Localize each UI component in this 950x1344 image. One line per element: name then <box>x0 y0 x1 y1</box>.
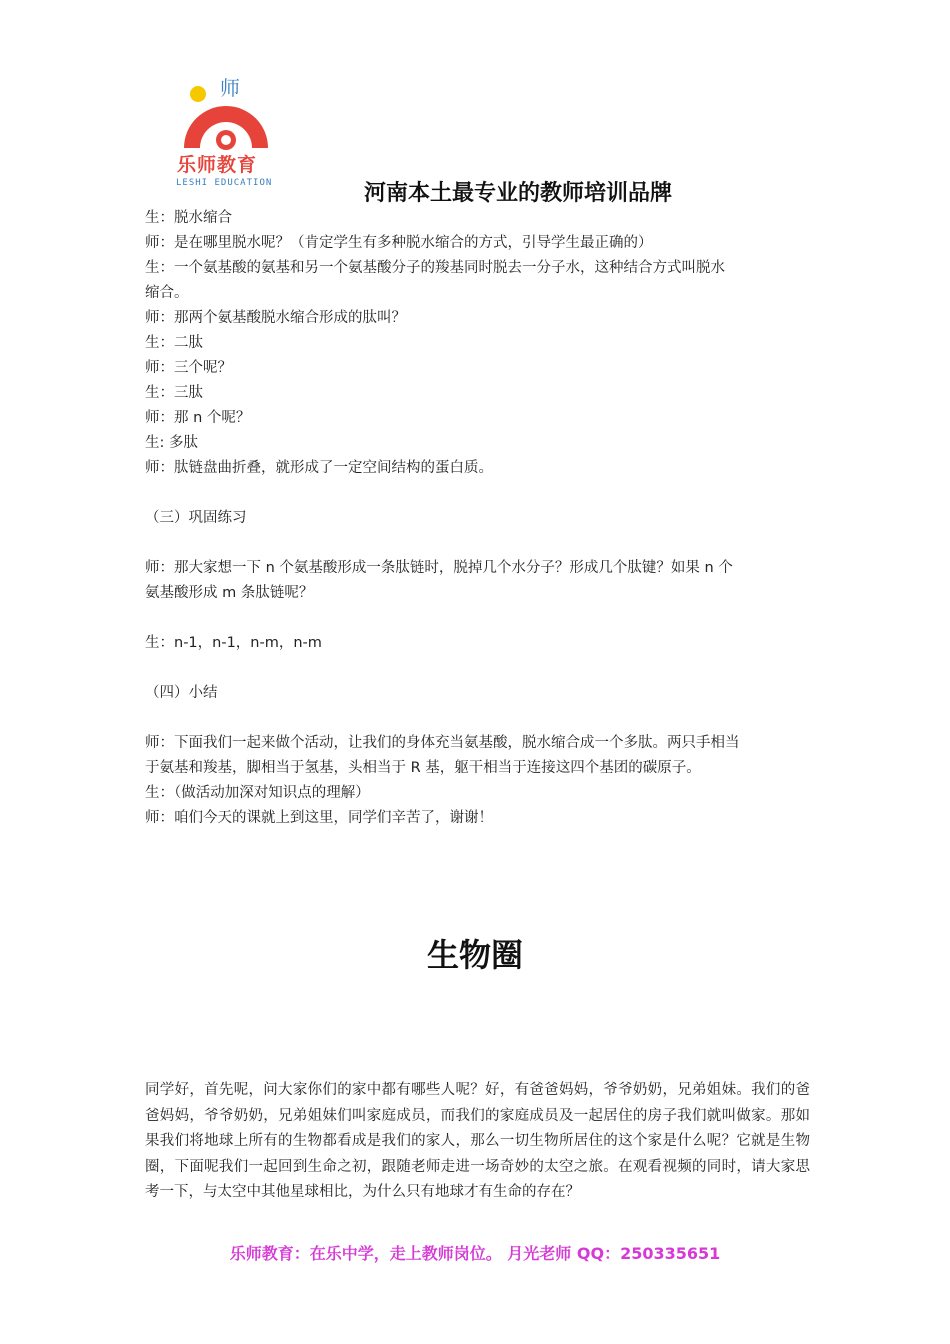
dialogue-line: 生: 多肽 <box>145 435 198 451</box>
lesson-dialogue <box>145 206 810 831</box>
dialogue-line: 生：脱水缩合 <box>145 210 232 226</box>
section4-line: 生：（做活动加深对知识点的理解） <box>145 785 370 801</box>
logo-english-text: LESHI EDUCATION <box>176 178 273 188</box>
dialogue-line: 师：三个呢？ <box>145 360 232 376</box>
logo-arch-icon <box>180 98 272 150</box>
section4-line: 于氨基和羧基，脚相当于氢基，头相当于 R 基，躯干相当于连接这四个基团的碳原子。 <box>145 760 701 776</box>
dialogue-line: 师：那 n 个呢？ <box>145 410 251 426</box>
dialogue-line: 生：二肽 <box>145 335 203 351</box>
section3-line: 师：那大家想一下 n 个氨基酸形成一条肽链时，脱掉几个水分子？形成几个肽键？如果 n 个 <box>145 560 733 576</box>
section-title: 生物圈 <box>426 936 523 974</box>
section4-line: 师：下面我们一起来做个活动，让我们的身体充当氨基酸，脱水缩合成一个多肽。两只手相当 <box>145 735 740 751</box>
dialogue-line: 师：是在哪里脱水呢？（肯定学生有多种脱水缩合的方式，引导学生最正确的） <box>145 235 653 251</box>
dialogue-line: 生：三肽 <box>145 385 203 401</box>
logo-chinese-text: 乐师教育 <box>177 154 258 176</box>
section4-line: 师：咱们今天的课就上到这里，同学们辛苦了，谢谢！ <box>145 810 493 826</box>
dialogue-line: 师：那两个氨基酸脱水缩合形成的肽叫？ <box>145 310 406 326</box>
footer-text: 乐师教育：在乐中学，走上教师岗位。 月光老师 QQ：250335651 <box>229 1244 721 1263</box>
section4-heading: （四）小结 <box>145 685 218 701</box>
section3-line: 氨基酸形成 m 条肽链呢？ <box>145 585 314 601</box>
section3-heading: （三）巩固练习 <box>145 510 247 526</box>
logo-top-char: 师 <box>220 76 240 100</box>
brand-logo <box>172 72 280 197</box>
intro-paragraph: 同学好，首先呢，问大家你们的家中都有哪些人呢？好，有爸爸妈妈，爷爷奶奶，兄弟姐妹。我们的爸爸妈妈，爷爷奶奶，兄弟姐妹们叫家庭成员，而我们的家庭成员及一起居住的房子我们就叫做家。那如果我们将地球上所有的生物都看成是我们的家人，那么一切生物所居住的这个家是什么呢？它就是生物圈，下面呢我们一起回到生命之初，跟随老师走进一场奇妙的太空之旅。在观看视频的同时，请大家思考一下，与太空中其他星球相比，为什么只有地球才有生命的存在？ <box>145 1082 810 1200</box>
dialogue-line: 生：一个氨基酸的氨基和另一个氨基酸分子的羧基同时脱去一分子水，这种结合方式叫脱水 <box>145 260 725 276</box>
dialogue-line: 缩合。 <box>145 285 189 301</box>
dialogue-line: 师：肽链盘曲折叠，就形成了一定空间结构的蛋白质。 <box>145 460 493 476</box>
section3-answer: 生：n-1，n-1，n-m，n-m <box>145 635 322 651</box>
brand-slogan: 河南本土最专业的教师培训品牌 <box>364 180 673 206</box>
